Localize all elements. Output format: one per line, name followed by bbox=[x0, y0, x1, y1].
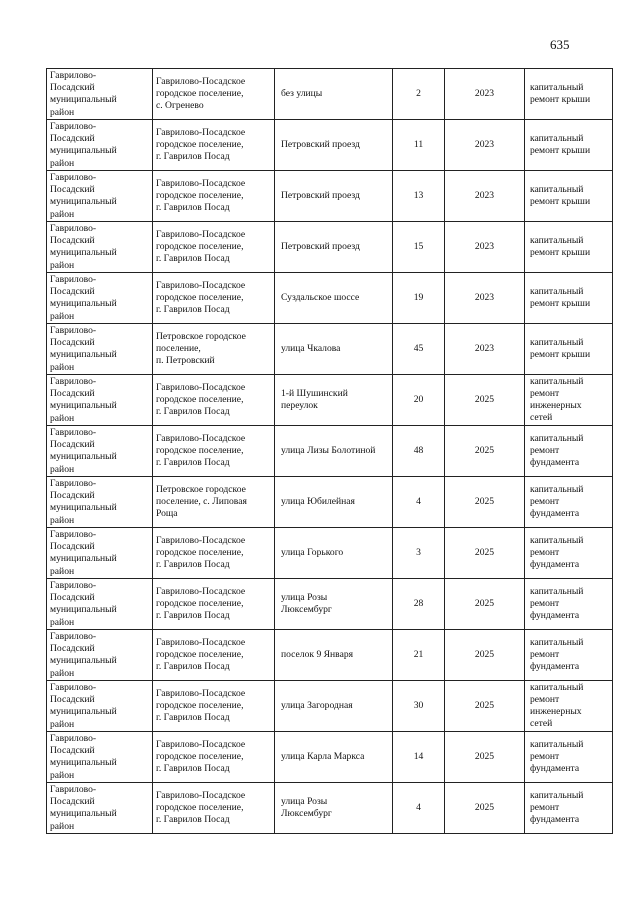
settlement-cell-line: г. Гаврилов Посад bbox=[156, 661, 230, 672]
district-cell-line: район bbox=[50, 157, 75, 169]
table-row bbox=[47, 273, 613, 324]
district-cell-line: муниципальный bbox=[50, 808, 117, 820]
table-row bbox=[47, 681, 613, 732]
settlement-cell-line: Гаврилово-Посадское bbox=[156, 127, 246, 138]
year-cell: 2025 bbox=[445, 477, 525, 528]
work-type-cell-line: сетей bbox=[530, 718, 553, 729]
district-cell-line: Посадский bbox=[50, 694, 95, 706]
district-cell-line: Посадский bbox=[50, 337, 95, 349]
settlement-cell-line: г. Гаврилов Посад bbox=[156, 763, 230, 774]
year-cell: 2025 bbox=[445, 783, 525, 834]
work-type-cell-line: капитальный bbox=[530, 739, 584, 750]
house-number-cell: 3 bbox=[393, 528, 445, 579]
work-type-cell bbox=[525, 375, 613, 426]
settlement-cell-line: г. Гаврилов Посад bbox=[156, 559, 230, 570]
district-cell-line: Гаврилово- bbox=[50, 631, 97, 642]
district-cell-line: Гаврилово- bbox=[50, 274, 97, 285]
work-type-cell bbox=[525, 222, 613, 273]
work-type-cell-line: фундамента bbox=[530, 508, 580, 519]
district-cell-line: Посадский bbox=[50, 643, 95, 655]
settlement-cell-line: г. Гаврилов Посад bbox=[156, 304, 230, 315]
street-cell bbox=[275, 477, 393, 528]
settlement-cell-line: городское поселение, bbox=[156, 88, 244, 99]
year-cell: 2023 bbox=[445, 273, 525, 324]
page-number: 635 bbox=[550, 37, 570, 52]
street-cell-line: улица Карла Маркса bbox=[281, 751, 365, 762]
street-cell-line: поселок 9 Января bbox=[281, 649, 354, 660]
district-cell-line: Посадский bbox=[50, 235, 95, 247]
district-cell bbox=[47, 120, 153, 171]
district-cell bbox=[47, 477, 153, 528]
settlement-cell-line: Гаврилово-Посадское bbox=[156, 790, 246, 801]
house-number-cell: 28 bbox=[393, 579, 445, 630]
work-type-cell-line: ремонт крыши bbox=[530, 298, 591, 309]
district-cell-line: муниципальный bbox=[50, 757, 117, 769]
work-type-cell-line: капитальный bbox=[530, 376, 584, 387]
district-cell-line: район bbox=[50, 361, 75, 373]
settlement-cell-line: городское поселение, bbox=[156, 547, 244, 558]
district-cell-line: муниципальный bbox=[50, 706, 117, 718]
district-cell bbox=[47, 324, 153, 375]
settlement-cell bbox=[153, 426, 275, 477]
settlement-cell bbox=[153, 375, 275, 426]
settlement-cell-line: г. Гаврилов Посад bbox=[156, 457, 230, 468]
street-cell-line: улица Загородная bbox=[281, 700, 353, 711]
work-type-cell bbox=[525, 273, 613, 324]
district-cell bbox=[47, 528, 153, 579]
district-cell-line: Гаврилово- bbox=[50, 223, 97, 234]
district-cell-line: Гаврилово- bbox=[50, 427, 97, 438]
district-cell-line: район bbox=[50, 259, 75, 271]
year-cell: 2025 bbox=[445, 579, 525, 630]
street-cell bbox=[275, 426, 393, 477]
district-cell bbox=[47, 681, 153, 732]
district-cell bbox=[47, 375, 153, 426]
district-cell-line: район bbox=[50, 106, 75, 118]
settlement-cell-line: Гаврилово-Посадское bbox=[156, 382, 246, 393]
work-type-cell-line: ремонт крыши bbox=[530, 196, 591, 207]
settlement-cell-line: г. Гаврилов Посад bbox=[156, 202, 230, 213]
street-cell bbox=[275, 324, 393, 375]
settlement-cell-line: городское поселение, bbox=[156, 190, 244, 201]
street-cell-line: улица Горького bbox=[281, 547, 344, 558]
house-number-cell: 15 bbox=[393, 222, 445, 273]
work-type-cell-line: капитальный bbox=[530, 133, 584, 144]
settlement-cell-line: Гаврилово-Посадское bbox=[156, 535, 246, 546]
street-cell-line: улица Чкалова bbox=[281, 343, 341, 354]
district-cell-line: Посадский bbox=[50, 490, 95, 502]
street-cell bbox=[275, 528, 393, 579]
year-cell: 2025 bbox=[445, 528, 525, 579]
settlement-cell-line: г. Гаврилов Посад bbox=[156, 814, 230, 825]
table-row bbox=[47, 222, 613, 273]
table-row bbox=[47, 783, 613, 834]
settlement-cell bbox=[153, 579, 275, 630]
settlement-cell-line: Гаврилово-Посадское bbox=[156, 76, 246, 87]
repair-schedule-table bbox=[46, 68, 613, 834]
settlement-cell-line: Гаврилово-Посадское bbox=[156, 586, 246, 597]
district-cell bbox=[47, 630, 153, 681]
district-cell-line: Гаврилово- bbox=[50, 325, 97, 336]
settlement-cell bbox=[153, 171, 275, 222]
work-type-cell-line: ремонт bbox=[530, 751, 560, 762]
house-number-cell: 4 bbox=[393, 477, 445, 528]
work-type-cell bbox=[525, 783, 613, 834]
district-cell-line: район bbox=[50, 616, 75, 628]
work-type-cell-line: ремонт bbox=[530, 694, 560, 705]
work-type-cell-line: ремонт bbox=[530, 802, 560, 813]
district-cell-line: Посадский bbox=[50, 592, 95, 604]
table-row bbox=[47, 171, 613, 222]
settlement-cell-line: городское поселение, bbox=[156, 700, 244, 711]
settlement-cell bbox=[153, 783, 275, 834]
settlement-cell-line: Гаврилово-Посадское bbox=[156, 178, 246, 189]
settlement-cell-line: г. Гаврилов Посад bbox=[156, 712, 230, 723]
work-type-cell-line: ремонт bbox=[530, 496, 560, 507]
settlement-cell-line: городское поселение, bbox=[156, 394, 244, 405]
house-number-cell: 21 bbox=[393, 630, 445, 681]
district-cell-line: Гаврилово- bbox=[50, 376, 97, 387]
district-cell-line: Гаврилово- bbox=[50, 784, 97, 795]
settlement-cell-line: городское поселение, bbox=[156, 649, 244, 660]
table-row bbox=[47, 732, 613, 783]
district-cell bbox=[47, 426, 153, 477]
street-cell-line: Люксембург bbox=[281, 808, 332, 819]
year-cell: 2023 bbox=[445, 171, 525, 222]
work-type-cell-line: фундамента bbox=[530, 457, 580, 468]
work-type-cell-line: сетей bbox=[530, 412, 553, 423]
house-number-cell: 45 bbox=[393, 324, 445, 375]
work-type-cell-line: ремонт bbox=[530, 445, 560, 456]
work-type-cell-line: капитальный bbox=[530, 484, 584, 495]
table-row bbox=[47, 477, 613, 528]
work-type-cell-line: инженерных bbox=[530, 400, 582, 411]
district-cell-line: муниципальный bbox=[50, 349, 117, 361]
street-cell-line: Суздальское шоссе bbox=[281, 292, 360, 303]
district-cell-line: Гаврилово- bbox=[50, 580, 97, 591]
settlement-cell-line: поселение, bbox=[156, 343, 201, 354]
street-cell-line: улица Розы bbox=[281, 592, 328, 603]
district-cell bbox=[47, 783, 153, 834]
settlement-cell bbox=[153, 120, 275, 171]
district-cell-line: Посадский bbox=[50, 388, 95, 400]
work-type-cell bbox=[525, 477, 613, 528]
work-type-cell bbox=[525, 630, 613, 681]
house-number-cell: 11 bbox=[393, 120, 445, 171]
table-row bbox=[47, 324, 613, 375]
street-cell-line: Петровский проезд bbox=[281, 241, 360, 252]
house-number-cell: 14 bbox=[393, 732, 445, 783]
work-type-cell bbox=[525, 69, 613, 120]
street-cell bbox=[275, 171, 393, 222]
work-type-cell-line: капитальный bbox=[530, 337, 584, 348]
district-cell-line: муниципальный bbox=[50, 655, 117, 667]
street-cell bbox=[275, 579, 393, 630]
street-cell bbox=[275, 681, 393, 732]
work-type-cell-line: капитальный bbox=[530, 433, 584, 444]
work-type-cell-line: капитальный bbox=[530, 286, 584, 297]
work-type-cell-line: ремонт крыши bbox=[530, 94, 591, 105]
settlement-cell bbox=[153, 477, 275, 528]
settlement-cell-line: п. Петровский bbox=[156, 355, 215, 366]
house-number-cell: 20 bbox=[393, 375, 445, 426]
district-cell-line: Гаврилово- bbox=[50, 121, 97, 132]
house-number-cell: 48 bbox=[393, 426, 445, 477]
district-cell-line: Гаврилово- bbox=[50, 172, 97, 183]
year-cell: 2023 bbox=[445, 222, 525, 273]
work-type-cell bbox=[525, 171, 613, 222]
street-cell-line: улица Юбилейная bbox=[281, 496, 355, 507]
district-cell-line: муниципальный bbox=[50, 196, 117, 208]
work-type-cell bbox=[525, 732, 613, 783]
table-row bbox=[47, 426, 613, 477]
street-cell bbox=[275, 375, 393, 426]
work-type-cell-line: капитальный bbox=[530, 586, 584, 597]
district-cell-line: муниципальный bbox=[50, 145, 117, 157]
settlement-cell-line: г. Гаврилов Посад bbox=[156, 406, 230, 417]
table-row bbox=[47, 69, 613, 120]
settlement-cell bbox=[153, 324, 275, 375]
street-cell-line: улица Лизы Болотиной bbox=[281, 445, 376, 456]
house-number-cell: 30 bbox=[393, 681, 445, 732]
house-number-cell: 2 bbox=[393, 69, 445, 120]
street-cell bbox=[275, 273, 393, 324]
district-cell-line: район bbox=[50, 820, 75, 832]
street-cell-line: Люксембург bbox=[281, 604, 332, 615]
work-type-cell-line: фундамента bbox=[530, 610, 580, 621]
district-cell-line: Посадский bbox=[50, 184, 95, 196]
district-cell bbox=[47, 171, 153, 222]
work-type-cell bbox=[525, 120, 613, 171]
district-cell-line: Гаврилово- bbox=[50, 733, 97, 744]
settlement-cell-line: Петровское городское bbox=[156, 484, 246, 495]
settlement-cell-line: Гаврилово-Посадское bbox=[156, 229, 246, 240]
work-type-cell-line: фундамента bbox=[530, 661, 580, 672]
work-type-cell bbox=[525, 579, 613, 630]
street-cell bbox=[275, 120, 393, 171]
settlement-cell bbox=[153, 222, 275, 273]
settlement-cell-line: городское поселение, bbox=[156, 598, 244, 609]
district-cell-line: Посадский bbox=[50, 439, 95, 451]
year-cell: 2023 bbox=[445, 69, 525, 120]
street-cell bbox=[275, 69, 393, 120]
table-body bbox=[47, 69, 613, 834]
work-type-cell-line: ремонт крыши bbox=[530, 247, 591, 258]
year-cell: 2025 bbox=[445, 681, 525, 732]
district-cell bbox=[47, 222, 153, 273]
work-type-cell-line: капитальный bbox=[530, 682, 584, 693]
district-cell-line: район bbox=[50, 565, 75, 577]
settlement-cell-line: Гаврилово-Посадское bbox=[156, 280, 246, 291]
work-type-cell-line: фундамента bbox=[530, 763, 580, 774]
district-cell bbox=[47, 579, 153, 630]
work-type-cell-line: ремонт bbox=[530, 598, 560, 609]
work-type-cell-line: фундамента bbox=[530, 814, 580, 825]
work-type-cell-line: инженерных bbox=[530, 706, 582, 717]
year-cell: 2025 bbox=[445, 630, 525, 681]
settlement-cell bbox=[153, 273, 275, 324]
work-type-cell-line: капитальный bbox=[530, 637, 584, 648]
district-cell bbox=[47, 273, 153, 324]
district-cell-line: муниципальный bbox=[50, 502, 117, 514]
district-cell-line: район bbox=[50, 463, 75, 475]
table-row bbox=[47, 579, 613, 630]
street-cell bbox=[275, 783, 393, 834]
year-cell: 2025 bbox=[445, 426, 525, 477]
settlement-cell bbox=[153, 630, 275, 681]
district-cell-line: Гаврилово- bbox=[50, 682, 97, 693]
house-number-cell: 4 bbox=[393, 783, 445, 834]
work-type-cell bbox=[525, 426, 613, 477]
work-type-cell-line: ремонт bbox=[530, 547, 560, 558]
district-cell-line: муниципальный bbox=[50, 400, 117, 412]
street-cell-line: переулок bbox=[281, 400, 318, 411]
street-cell-line: улица Розы bbox=[281, 796, 328, 807]
settlement-cell-line: Гаврилово-Посадское bbox=[156, 739, 246, 750]
settlement-cell-line: г. Гаврилов Посад bbox=[156, 151, 230, 162]
district-cell-line: район bbox=[50, 769, 75, 781]
settlement-cell bbox=[153, 732, 275, 783]
settlement-cell-line: городское поселение, bbox=[156, 292, 244, 303]
year-cell: 2025 bbox=[445, 375, 525, 426]
street-cell bbox=[275, 732, 393, 783]
street-cell-line: Петровский проезд bbox=[281, 139, 360, 150]
work-type-cell-line: ремонт крыши bbox=[530, 145, 591, 156]
district-cell-line: муниципальный bbox=[50, 604, 117, 616]
settlement-cell-line: городское поселение, bbox=[156, 802, 244, 813]
district-cell-line: муниципальный bbox=[50, 298, 117, 310]
settlement-cell bbox=[153, 528, 275, 579]
work-type-cell-line: ремонт bbox=[530, 388, 560, 399]
house-number-cell: 13 bbox=[393, 171, 445, 222]
work-type-cell bbox=[525, 324, 613, 375]
settlement-cell-line: городское поселение, bbox=[156, 751, 244, 762]
settlement-cell-line: поселение, с. Липовая bbox=[156, 496, 247, 507]
district-cell-line: муниципальный bbox=[50, 247, 117, 259]
settlement-cell-line: городское поселение, bbox=[156, 445, 244, 456]
street-cell bbox=[275, 222, 393, 273]
settlement-cell-line: с. Огренево bbox=[156, 100, 204, 111]
street-cell bbox=[275, 630, 393, 681]
district-cell-line: район bbox=[50, 718, 75, 730]
table-row bbox=[47, 630, 613, 681]
work-type-cell-line: ремонт крыши bbox=[530, 349, 591, 360]
district-cell-line: муниципальный bbox=[50, 553, 117, 565]
district-cell-line: Гаврилово- bbox=[50, 529, 97, 540]
settlement-cell-line: г. Гаврилов Посад bbox=[156, 253, 230, 264]
year-cell: 2025 bbox=[445, 732, 525, 783]
district-cell-line: район bbox=[50, 412, 75, 424]
settlement-cell-line: городское поселение, bbox=[156, 241, 244, 252]
district-cell-line: Посадский bbox=[50, 82, 95, 94]
district-cell-line: Посадский bbox=[50, 286, 95, 298]
work-type-cell-line: капитальный bbox=[530, 790, 584, 801]
district-cell-line: Гаврилово- bbox=[50, 70, 97, 81]
district-cell-line: Посадский bbox=[50, 133, 95, 145]
district-cell-line: Посадский bbox=[50, 541, 95, 553]
work-type-cell bbox=[525, 681, 613, 732]
settlement-cell-line: Роща bbox=[156, 508, 178, 519]
work-type-cell bbox=[525, 528, 613, 579]
table-row bbox=[47, 528, 613, 579]
district-cell-line: муниципальный bbox=[50, 451, 117, 463]
work-type-cell-line: ремонт bbox=[530, 649, 560, 660]
street-cell-line: 1-й Шушинский bbox=[281, 388, 348, 399]
year-cell: 2023 bbox=[445, 120, 525, 171]
settlement-cell-line: Гаврилово-Посадское bbox=[156, 433, 246, 444]
district-cell-line: район bbox=[50, 310, 75, 322]
district-cell-line: район bbox=[50, 667, 75, 679]
street-cell-line: без улицы bbox=[281, 88, 323, 99]
house-number-cell: 19 bbox=[393, 273, 445, 324]
work-type-cell-line: капитальный bbox=[530, 235, 584, 246]
work-type-cell-line: капитальный bbox=[530, 535, 584, 546]
district-cell bbox=[47, 732, 153, 783]
settlement-cell-line: Гаврилово-Посадское bbox=[156, 637, 246, 648]
work-type-cell-line: капитальный bbox=[530, 82, 584, 93]
district-cell-line: Гаврилово- bbox=[50, 478, 97, 489]
settlement-cell bbox=[153, 69, 275, 120]
district-cell bbox=[47, 69, 153, 120]
district-cell-line: Посадский bbox=[50, 745, 95, 757]
settlement-cell-line: городское поселение, bbox=[156, 139, 244, 150]
district-cell-line: Посадский bbox=[50, 796, 95, 808]
table-row bbox=[47, 120, 613, 171]
settlement-cell-line: Гаврилово-Посадское bbox=[156, 688, 246, 699]
work-type-cell-line: фундамента bbox=[530, 559, 580, 570]
street-cell-line: Петровский проезд bbox=[281, 190, 360, 201]
district-cell-line: район bbox=[50, 514, 75, 526]
table-row bbox=[47, 375, 613, 426]
district-cell-line: муниципальный bbox=[50, 94, 117, 106]
settlement-cell bbox=[153, 681, 275, 732]
year-cell: 2023 bbox=[445, 324, 525, 375]
work-type-cell-line: капитальный bbox=[530, 184, 584, 195]
settlement-cell-line: г. Гаврилов Посад bbox=[156, 610, 230, 621]
district-cell-line: район bbox=[50, 208, 75, 220]
settlement-cell-line: Петровское городское bbox=[156, 331, 246, 342]
